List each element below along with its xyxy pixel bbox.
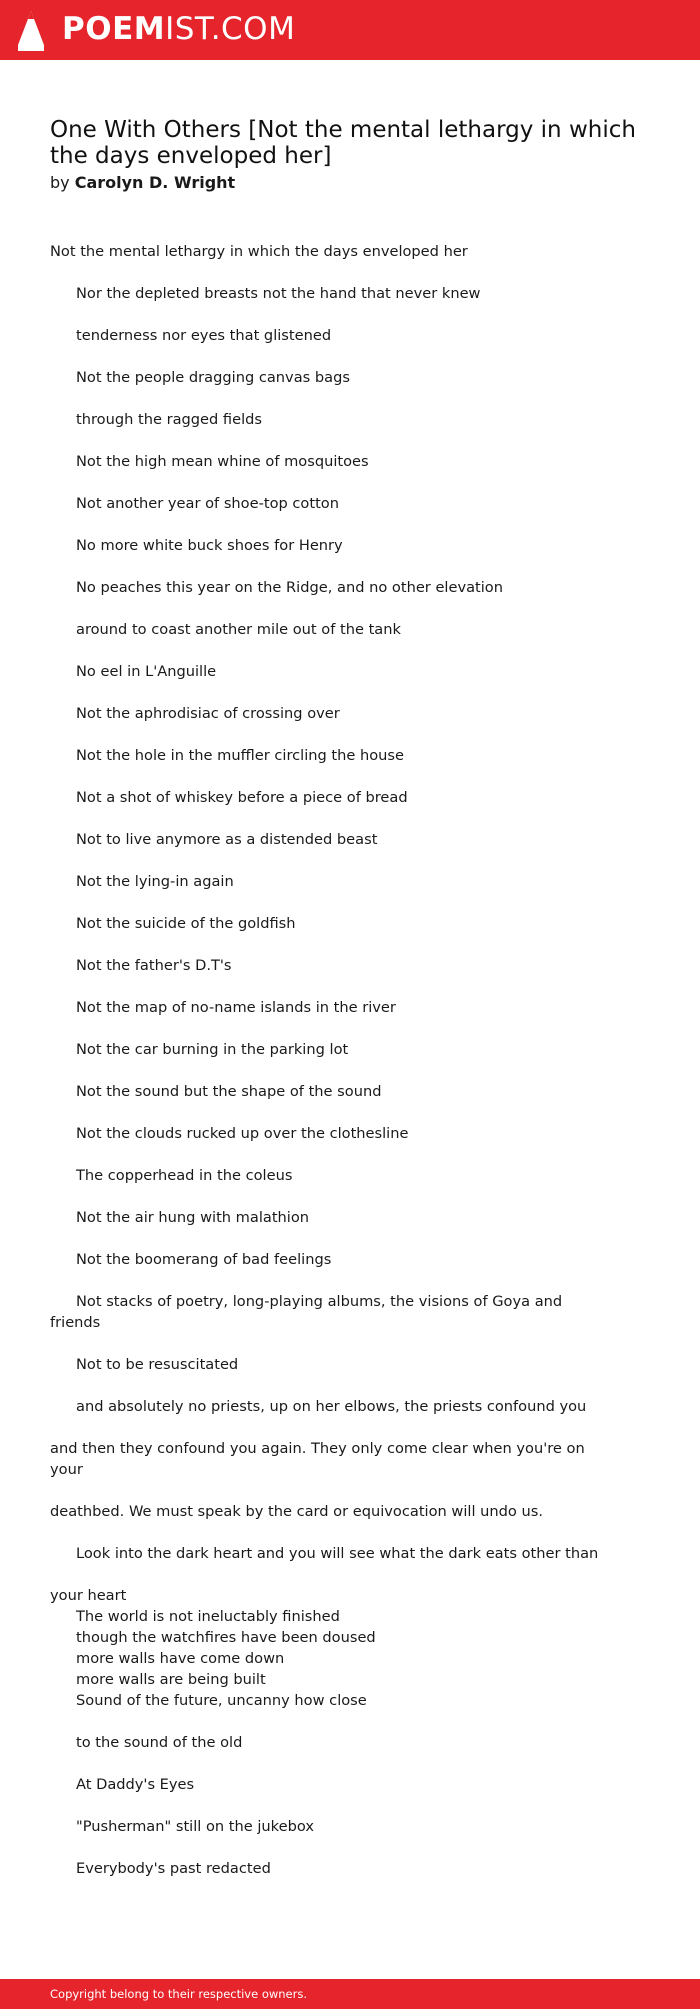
logo-light-text: IST.COM	[165, 11, 296, 47]
poem-line: Not a shot of whiskey before a piece of bread	[76, 789, 408, 806]
logo-bold-text: POEM	[62, 11, 166, 47]
poem-line: The world is not ineluctably finished	[76, 1608, 340, 1625]
poem-line: Not the suicide of the goldfish	[76, 915, 296, 932]
poem-line: Not the lying-in again	[76, 873, 234, 890]
poem-line: No peaches this year on the Ridge, and no other elevation	[76, 579, 503, 596]
site-header	[0, 0, 700, 60]
pencil-logo-icon[interactable]	[18, 11, 44, 51]
poem-line: to the sound of the old	[76, 1734, 243, 1751]
poem-line: and then they confound you again. They only come clear when you're on your	[50, 1440, 585, 1478]
poem-line: Not the aphrodisiac of crossing over	[76, 705, 340, 722]
poem-line: Not the sound but the shape of the sound	[76, 1083, 382, 1100]
poem-line: though the watchfires have been doused	[76, 1629, 376, 1646]
copyright-text: Copyright belong to their respective owners.	[50, 1987, 308, 2001]
site-logo[interactable]	[62, 9, 295, 49]
poem-line: deathbed. We must speak by the card or equivocation will undo us.	[50, 1503, 543, 1520]
poem-line: The copperhead in the coleus	[76, 1167, 293, 1184]
poem-line: around to coast another mile out of the tank	[76, 621, 401, 638]
by-label: by	[50, 173, 70, 192]
poem-line: Everybody's past redacted	[76, 1860, 271, 1877]
poem-title: One With Others [Not the mental lethargy in which the days enveloped her]	[50, 117, 636, 169]
poem-line: more walls have come down	[76, 1650, 285, 1667]
poem-line: Sound of the future, uncanny how close	[76, 1692, 367, 1709]
poem-line: through the ragged fields	[76, 411, 263, 428]
poem-line: Not the boomerang of bad feelings	[76, 1251, 332, 1268]
poem-line: No eel in L'Anguille	[76, 663, 217, 680]
poem-line: Not the high mean whine of mosquitoes	[76, 453, 369, 470]
poem-line: At Daddy's Eyes	[76, 1776, 195, 1793]
poem-line: No more white buck shoes for Henry	[76, 537, 343, 554]
poem-line: Not the car burning in the parking lot	[76, 1041, 349, 1058]
poem-line: Not the people dragging canvas bags	[76, 369, 350, 386]
poem-line: Not the air hung with malathion	[76, 1209, 310, 1226]
poem-line: tenderness nor eyes that glistened	[76, 327, 332, 344]
poem-line: and absolutely no priests, up on her elbows, the priests confound you	[76, 1398, 587, 1415]
site-footer	[0, 1979, 700, 2009]
author-name[interactable]: Carolyn D. Wright	[74, 173, 236, 192]
byline	[50, 172, 235, 194]
poem-line: Look into the dark heart and you will see what the dark eats other than	[76, 1545, 599, 1562]
poem-line: your heart	[50, 1587, 127, 1604]
poem-line: Not the clouds rucked up over the clothesline	[76, 1125, 409, 1142]
poem-line: Not another year of shoe-top cotton	[76, 495, 339, 512]
poem-line: Not stacks of poetry, long-playing albums, the visions of Goya and friends	[50, 1293, 563, 1331]
poem-line: more walls are being built	[76, 1671, 266, 1688]
poem-line: Not to be resuscitated	[76, 1356, 239, 1373]
poem-line: Nor the depleted breasts not the hand that never knew	[76, 285, 481, 302]
poem-line: Not to live anymore as a distended beast	[76, 831, 378, 848]
poem-line: Not the mental lethargy in which the days enveloped her	[50, 243, 468, 260]
poem-line: Not the map of no-name islands in the river	[76, 999, 396, 1016]
poem-line: "Pusherman" still on the jukebox	[76, 1818, 314, 1835]
poem-line: Not the father's D.T's	[76, 957, 232, 974]
poem-line: Not the hole in the muffler circling the house	[76, 747, 405, 764]
poem-body	[50, 241, 610, 1879]
